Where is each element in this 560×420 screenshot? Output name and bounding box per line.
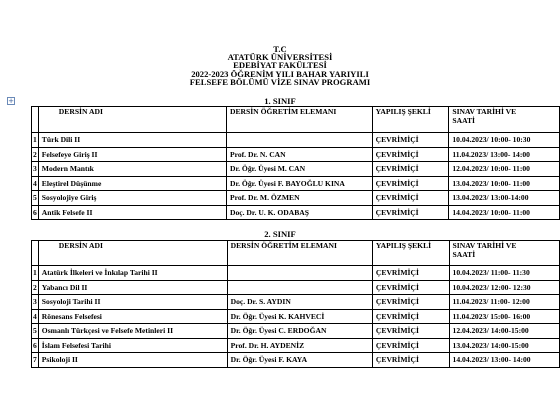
course-name: Rönesans Felsefesi	[38, 309, 227, 324]
exam-datetime: 10.04.2023/ 10:00- 10:30	[449, 133, 560, 148]
exam-datetime: 13.04.2023/ 13:00-14:00	[449, 191, 560, 206]
exam-method: ÇEVRİMİÇİ	[372, 309, 449, 324]
exam-datetime: 10.04.2023/ 11:00- 11:30	[449, 266, 559, 281]
exam-datetime: 10.04.2023/ 12:00- 12:30	[449, 280, 559, 295]
exam-datetime: 12.04.2023/ 14:00-15:00	[449, 324, 559, 339]
table-header-row	[32, 107, 560, 133]
exam-method: ÇEVRİMİÇİ	[372, 266, 449, 281]
col-header-datetime-line1: SINAV TARİHİ VE	[452, 107, 517, 116]
row-number: 7	[32, 353, 39, 368]
course-name: Osmanlı Türkçesi ve Felsefe Metinleri II	[38, 324, 227, 339]
header-line-university: ATATÜRK ÜNİVERSİTESİ	[227, 52, 333, 63]
instructor-name: Dr. Öğr. Üyesi K. KAHVECİ	[227, 309, 372, 324]
table-row	[32, 324, 560, 339]
row-number: 1	[32, 266, 39, 281]
instructor-name: Dr. Öğr. Üyesi M. CAN	[226, 162, 372, 177]
col-header-no	[32, 241, 39, 266]
exam-method: ÇEVRİMİÇİ	[372, 338, 449, 353]
row-number: 3	[32, 162, 39, 177]
col-header-datetime-line1: SINAV TARİHİ VE	[452, 241, 517, 250]
exam-method: ÇEVRİMİÇİ	[372, 353, 449, 368]
course-name: Atatürk İlkeleri ve İnkılap Tarihi II	[38, 266, 227, 281]
course-name: Modern Mantık	[38, 162, 226, 177]
col-header-no	[32, 107, 39, 133]
table-row	[32, 205, 560, 220]
course-name: İslam Felsefesi Tarihi	[38, 338, 227, 353]
header-line-faculty: EDEBİYAT FAKÜLTESİ	[233, 60, 327, 71]
row-number: 1	[32, 133, 39, 148]
document-header	[0, 45, 560, 86]
instructor-name	[226, 133, 372, 148]
col-header-method: YAPILIŞ ŞEKLİ	[372, 107, 449, 133]
instructor-name: Prof. Dr. H. AYDENİZ	[227, 338, 372, 353]
row-number: 3	[32, 295, 39, 310]
row-number: 6	[32, 338, 39, 353]
exam-table-class-2	[31, 240, 560, 368]
col-header-datetime-line2: SAATİ	[452, 250, 476, 259]
exam-datetime: 11.04.2023/ 15:00- 16:00	[449, 309, 559, 324]
table-row	[32, 176, 560, 191]
row-number: 5	[32, 324, 39, 339]
exam-method: ÇEVRİMİÇİ	[372, 133, 449, 148]
table-row	[32, 280, 560, 295]
row-number: 2	[32, 280, 39, 295]
col-header-instructor: DERSİN ÖĞRETİM ELEMANI	[227, 241, 372, 266]
exam-datetime: 13.04.2023/ 14:00-15:00	[449, 338, 559, 353]
instructor-name: Doç. Dr. S. AYDIN	[227, 295, 372, 310]
exam-datetime: 14.04.2023/ 10:00- 11:00	[449, 205, 560, 220]
course-name: Psikoloji II	[38, 353, 227, 368]
col-header-datetime	[449, 241, 559, 266]
section-title-2: 2. SINIF	[264, 229, 296, 239]
instructor-name	[227, 280, 372, 295]
table-row	[32, 133, 560, 148]
row-number: 2	[32, 147, 39, 162]
row-number: 6	[32, 205, 39, 220]
exam-method: ÇEVRİMİÇİ	[372, 191, 449, 206]
exam-method: ÇEVRİMİÇİ	[372, 324, 449, 339]
instructor-name: Prof. Dr. N. CAN	[226, 147, 372, 162]
table-row	[32, 191, 560, 206]
exam-datetime: 13.04.2023/ 10:00- 11:00	[449, 176, 560, 191]
exam-method: ÇEVRİMİÇİ	[372, 280, 449, 295]
header-line-program: FELSEFE BÖLÜMÜ VİZE SINAV PROGRAMI	[189, 76, 371, 87]
course-name: Eleştirel Düşünme	[38, 176, 226, 191]
exam-datetime: 14.04.2023/ 13:00- 14:00	[449, 353, 559, 368]
header-line-term: 2022-2023 ÖĞRENİM YILI BAHAR YARIYILI	[191, 68, 369, 79]
col-header-datetime	[449, 107, 560, 133]
exam-method: ÇEVRİMİÇİ	[372, 295, 449, 310]
course-name: Sosyolojiye Giriş	[38, 191, 226, 206]
instructor-name: Doç. Dr. U. K. ODABAŞ	[226, 205, 372, 220]
table-header-row	[32, 241, 560, 266]
exam-datetime: 11.04.2023/ 11:00- 12:00	[449, 295, 559, 310]
col-header-instructor: DERSİN ÖĞRETİM ELEMANI	[226, 107, 372, 133]
section-title-1: 1. SINIF	[264, 96, 296, 106]
course-name: Felsefeye Giriş II	[38, 147, 226, 162]
table-row	[32, 338, 560, 353]
exam-method: ÇEVRİMİÇİ	[372, 176, 449, 191]
exam-datetime: 11.04.2023/ 13:00- 14:00	[449, 147, 560, 162]
instructor-name: Prof. Dr. M. ÖZMEN	[226, 191, 372, 206]
exam-table-class-1	[31, 106, 560, 220]
table-row	[32, 309, 560, 324]
exam-method: ÇEVRİMİÇİ	[372, 162, 449, 177]
instructor-name: Dr. Öğr. Üyesi F. KAYA	[227, 353, 372, 368]
move-handle-icon[interactable]: +	[8, 97, 14, 105]
header-line-tc: T.C	[273, 44, 287, 54]
col-header-datetime-line2: SAATİ	[452, 116, 476, 125]
course-name: Yabancı Dil II	[38, 280, 227, 295]
instructor-name: Dr. Öğr. Üyesi F. BAYOĞLU KINA	[226, 176, 372, 191]
instructor-name	[227, 266, 372, 281]
table-row	[32, 353, 560, 368]
table-row	[32, 295, 560, 310]
instructor-name: Dr. Öğr. Üyesi C. ERDOĞAN	[227, 324, 372, 339]
course-name: Antik Felsefe II	[38, 205, 226, 220]
col-header-method: YAPILIŞ ŞEKLİ	[372, 241, 449, 266]
table-row	[32, 266, 560, 281]
exam-method: ÇEVRİMİÇİ	[372, 205, 449, 220]
exam-method: ÇEVRİMİÇİ	[372, 147, 449, 162]
row-number: 4	[32, 309, 39, 324]
col-header-course: DERSİN ADI	[38, 107, 226, 133]
col-header-course: DERSİN ADI	[38, 241, 227, 266]
row-number: 5	[32, 191, 39, 206]
course-name: Sosyoloji Tarihi II	[38, 295, 227, 310]
table-row	[32, 162, 560, 177]
table-row	[32, 147, 560, 162]
row-number: 4	[32, 176, 39, 191]
exam-datetime: 12.04.2023/ 10:00- 11:00	[449, 162, 560, 177]
course-name: Türk Dili II	[38, 133, 226, 148]
